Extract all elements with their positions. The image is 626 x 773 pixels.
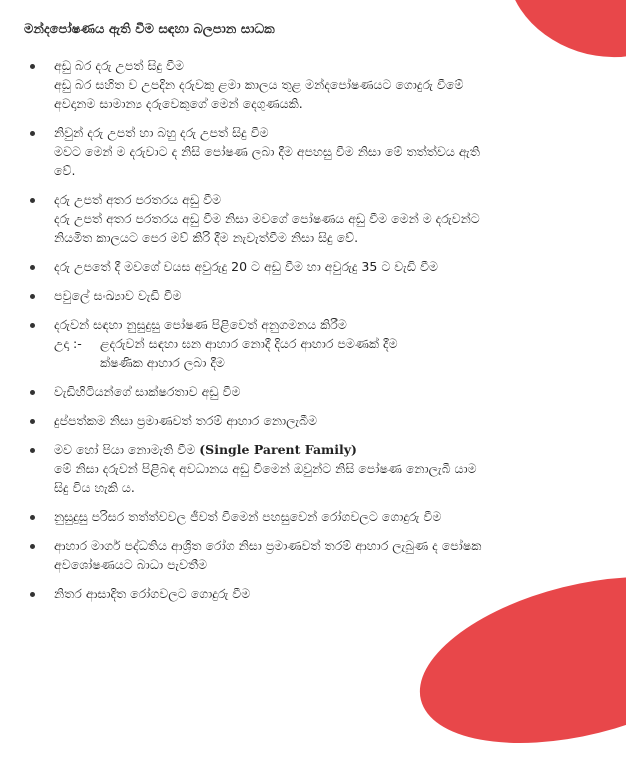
bullet-icon <box>30 419 35 424</box>
list-item <box>0 257 626 276</box>
list-item <box>0 190 626 247</box>
item-description-line: අවශෝෂණයට බාධා පැවතීම <box>54 557 208 572</box>
item-title-text: දරුවන් සඳහා නුසුදුසු පෝෂණ පිළිවෙත් අනුගමනය කිරීම <box>54 317 347 332</box>
item-title-text: ආහාර මාර්ග පද්ධතිය ආශ්‍රිත රෝග නිසා ප්‍රමාණවත් තරම් ආහාර ලැබුණ ද පෝෂක <box>54 538 482 553</box>
item-title <box>54 56 604 75</box>
list-item <box>0 123 626 180</box>
item-title <box>54 507 604 526</box>
item-title-text: දරු උපතේ දී මවගේ වයස අවුරුදු 20 ට අඩු වීම හා අවුරුදු 35 ට වැඩි වීම <box>54 259 438 274</box>
item-description-line: වේ. <box>54 163 76 178</box>
item-description-line: සිදු විය හැකි ය. <box>54 480 135 495</box>
item-title-text: දරු උපත් අතර පරතරය අඩු වීම <box>54 192 222 207</box>
item-title <box>54 584 604 603</box>
bullet-icon <box>30 198 35 203</box>
bullet-icon <box>30 64 35 69</box>
item-title-text: මව හෝ පියා නොමැති වීම <box>54 442 196 457</box>
item-title <box>54 286 604 305</box>
list-item <box>0 56 626 113</box>
list-item <box>0 584 626 603</box>
list-item <box>0 286 626 305</box>
bullet-icon <box>30 323 35 328</box>
list-item <box>0 536 626 574</box>
example-text: ක්ෂණික ආහාර ලබා දීම <box>100 355 225 370</box>
item-title-text: දුප්පත්කම නිසා ප්‍රමාණවත් තරම් ආහාර නොලැබීම <box>54 413 318 428</box>
example-line <box>54 334 604 353</box>
bullet-icon <box>30 544 35 549</box>
example-text: ළදරුවන් සඳහා ඝන ආහාර නොදී දියර ආහාර පමණක් දීම <box>100 336 398 351</box>
item-title <box>54 440 604 459</box>
list-item <box>0 507 626 526</box>
page-heading: මන්දපෝෂණය ඇති වීම සඳහා බලපාන සාධක <box>24 22 275 37</box>
item-title-text: නිවුන් දරු උපත් හා බහු දරු උපත් සිදු වීම <box>54 125 269 140</box>
item-title-english: (Single Parent Family) <box>199 442 357 457</box>
factor-list <box>0 56 626 613</box>
bullet-icon <box>30 390 35 395</box>
item-title-text: නිතර ආසාදිත රෝගවලට ගොදුරු වීම <box>54 586 251 601</box>
example-line <box>54 353 604 372</box>
item-title-text: පවුලේ සංඛ්‍යාව වැඩි වීම <box>54 288 182 303</box>
item-title-text: නුසුදුසු පරිසර තත්ත්වවල ජීවත් වීමෙන් පහසුවෙන් රෝගවලට ගොදුරු වීම <box>54 509 442 524</box>
bullet-icon <box>30 515 35 520</box>
list-item <box>0 411 626 430</box>
item-title-text: අඩු බර දරු උපත් සිදු වීම <box>54 58 184 73</box>
item-title <box>54 190 604 209</box>
bullet-icon <box>30 448 35 453</box>
list-item <box>0 440 626 497</box>
bullet-icon <box>30 265 35 270</box>
item-description-line: මවට මෙන් ම දරුවාට ද නිසි පෝෂණ ලබා දීම අපහසු වීම නිසා මේ තත්ත්වය ඇති <box>54 144 480 159</box>
item-description-line: දරු උපත් අතර පරතරය අඩු වීම නිසා මවගේ පෝෂණය අඩු වීම මෙන් ම දරුවන්ට <box>54 211 480 226</box>
item-title <box>54 315 604 334</box>
list-item <box>0 315 626 372</box>
item-title <box>54 411 604 430</box>
item-description-line: නියමිත කාලයට පෙර මව් කිරි දීම නැවැත්වීම නිසා සිදු වේ. <box>54 230 359 245</box>
item-title <box>54 536 604 555</box>
item-description-line: අඩු බර සහිත ව උපදින දරුවකු ළමා කාලය තුළ මන්දපෝෂණයට ගොදුරු වීමේ <box>54 77 464 92</box>
item-title <box>54 257 604 276</box>
item-title-text: වැඩිහිටියන්ගේ සාක්ෂරතාව අඩු වීම <box>54 384 241 399</box>
list-item <box>0 382 626 401</box>
item-description-line: මේ නිසා දරුවන් පිළිබඳ අවධානය අඩු වීමෙන් ඔවුන්ට නිසි පෝෂණ නොලැබී යාම <box>54 461 477 476</box>
example-label: උදා :- <box>54 336 82 351</box>
bullet-icon <box>30 294 35 299</box>
item-title <box>54 382 604 401</box>
item-title <box>54 123 604 142</box>
bullet-icon <box>30 592 35 597</box>
item-description-line: අවදානම සාමාන්‍ය දරුවෙකුගේ මෙන් දෙගුණයකි. <box>54 96 303 111</box>
bullet-icon <box>30 131 35 136</box>
